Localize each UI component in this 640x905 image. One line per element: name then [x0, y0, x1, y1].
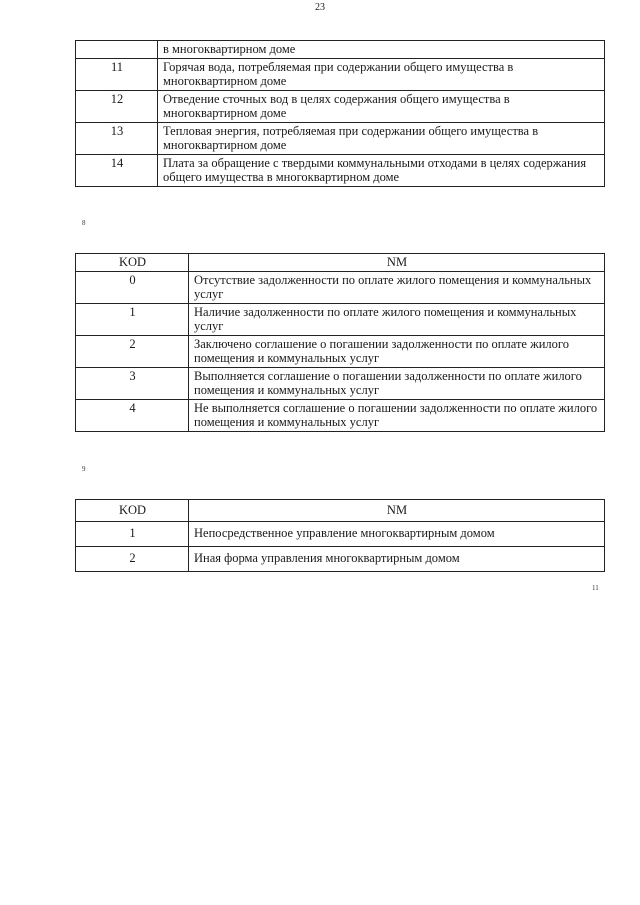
name-cell: Наличие задолженности по оплате жилого помещения и коммунальных услуг	[189, 304, 605, 336]
name-cell: Выполняется соглашение о погашении задолженности по оплате жилого помещения и коммунальных услуг	[189, 368, 605, 400]
code-cell: 11	[76, 59, 158, 91]
table-row	[76, 547, 605, 572]
table-row	[76, 304, 605, 336]
table-row	[76, 368, 605, 400]
table-row	[76, 336, 605, 368]
column-header-nm: NM	[189, 254, 605, 272]
name-cell: в многоквартирном доме	[158, 41, 605, 59]
name-cell: Плата за обращение с твердыми коммунальными отходами в целях содержания общего имущества в многоквартирном доме	[158, 155, 605, 187]
name-cell: Не выполняется соглашение о погашении задолженности по оплате жилого помещения и коммунальных услуг	[189, 400, 605, 432]
table-row	[76, 272, 605, 304]
code-cell: 4	[76, 400, 189, 432]
code-cell: 1	[76, 304, 189, 336]
table-row	[76, 522, 605, 547]
table-header-row	[76, 254, 605, 272]
column-header-nm: NM	[189, 500, 605, 522]
page-number: 23	[315, 2, 325, 13]
code-cell: 14	[76, 155, 158, 187]
table-row	[76, 41, 605, 59]
name-cell: Отведение сточных вод в целях содержания общего имущества в многоквартирном доме	[158, 91, 605, 123]
footnote-marker: 9	[82, 465, 86, 473]
table-row	[76, 123, 605, 155]
name-cell: Иная форма управления многоквартирным домом	[189, 547, 605, 572]
utility-services-table	[75, 40, 605, 187]
footnote-marker: 11	[592, 584, 599, 592]
table-header-row	[76, 500, 605, 522]
name-cell: Заключено соглашение о погашении задолженности по оплате жилого помещения и коммунальных услуг	[189, 336, 605, 368]
name-cell: Горячая вода, потребляемая при содержании общего имущества в многоквартирном доме	[158, 59, 605, 91]
table-row	[76, 400, 605, 432]
name-cell: Непосредственное управление многоквартирным домом	[189, 522, 605, 547]
table-row	[76, 59, 605, 91]
code-cell: 13	[76, 123, 158, 155]
code-cell: 12	[76, 91, 158, 123]
code-cell: 0	[76, 272, 189, 304]
table-row	[76, 155, 605, 187]
code-cell: 2	[76, 336, 189, 368]
name-cell: Отсутствие задолженности по оплате жилого помещения и коммунальных услуг	[189, 272, 605, 304]
column-header-kod: KOD	[76, 500, 189, 522]
name-cell: Тепловая энергия, потребляемая при содержании общего имущества в многоквартирном доме	[158, 123, 605, 155]
column-header-kod: KOD	[76, 254, 189, 272]
table-row	[76, 91, 605, 123]
code-cell: 2	[76, 547, 189, 572]
code-cell: 3	[76, 368, 189, 400]
debt-status-table	[75, 253, 605, 432]
code-cell	[76, 41, 158, 59]
footnote-marker: 8	[82, 219, 86, 227]
management-form-table	[75, 499, 605, 572]
code-cell: 1	[76, 522, 189, 547]
